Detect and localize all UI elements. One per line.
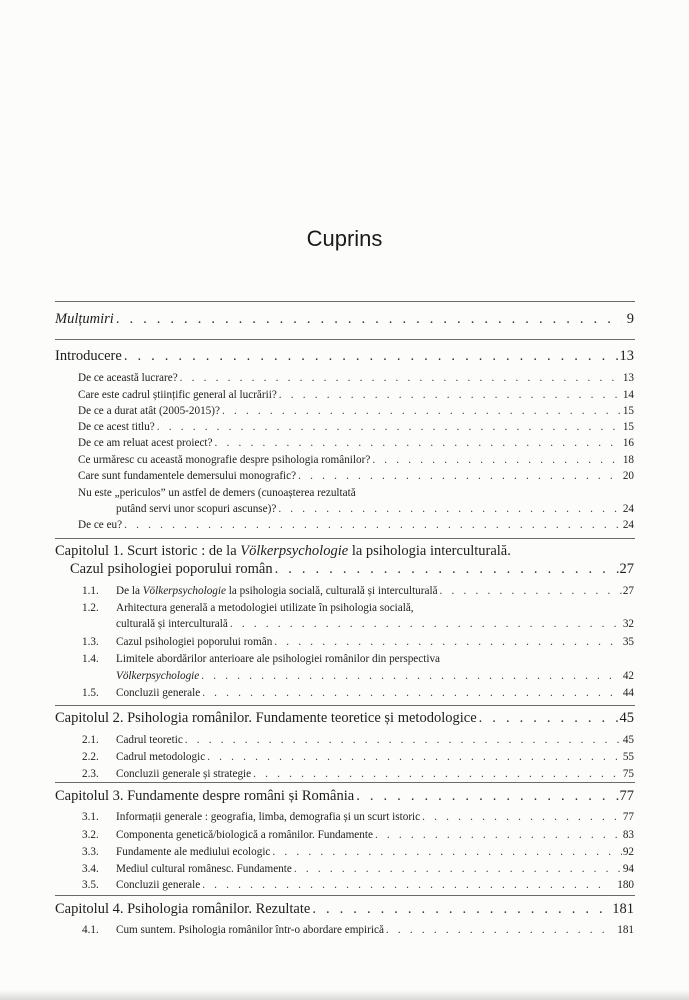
entry-label: De ce acest titlu? <box>78 421 155 433</box>
page-number: 77 <box>619 788 634 804</box>
page-number: 44 <box>622 687 634 699</box>
section-label: Informații generale : geografia, limba, demografia și un scurt istoric <box>116 811 421 823</box>
page-number: 181 <box>612 901 634 917</box>
toc-section-1-4-cont[interactable] <box>0 667 689 685</box>
section-label: Concluzii generale și strategie <box>116 768 252 780</box>
toc-entry-acknowledgements[interactable] <box>0 310 689 328</box>
page-number: 27 <box>622 585 634 597</box>
section-label-end: la psihologia socială, culturală și interculturală <box>225 585 438 597</box>
chapter-label-italic: Völkerpsychologie <box>240 543 349 559</box>
toc-entry-introduction[interactable] <box>0 347 689 365</box>
toc-chapter-1-title-cont[interactable] <box>0 560 689 578</box>
section-number: 2.2. <box>82 751 99 763</box>
page-number: 16 <box>622 437 634 449</box>
section-number: 3.5. <box>82 879 99 891</box>
section-number: 1.1. <box>82 585 99 597</box>
page-number: 92 <box>622 846 634 858</box>
entry-label: Mulțumiri <box>55 311 114 327</box>
section-number: 3.4. <box>82 863 99 875</box>
page-number: 24 <box>622 519 634 531</box>
section-number: 4.1. <box>82 924 99 936</box>
page-number: 13 <box>622 372 634 384</box>
toc-section-3-2[interactable] <box>0 826 689 844</box>
section-divider <box>55 705 635 706</box>
entry-label: Ce urmăresc cu această monografie despre psihologia românilor? <box>78 454 371 466</box>
toc-section-1-1[interactable] <box>0 582 689 600</box>
page-number: 14 <box>622 389 634 401</box>
toc-section-2-2[interactable] <box>0 748 689 766</box>
entry-label: Nu este „periculos” un astfel de demers (cunoașterea rezultată <box>78 487 356 499</box>
section-divider <box>55 339 635 340</box>
section-label: Concluzii generale <box>116 687 201 699</box>
toc-section-3-5[interactable] <box>0 876 689 894</box>
section-label-italic: Völkerpsychologie <box>142 585 226 597</box>
page-number: 77 <box>622 811 634 823</box>
section-divider <box>55 895 635 896</box>
chapter-label: Capitolul 4. Psihologia românilor. Rezultate <box>55 901 311 917</box>
page-number: 75 <box>622 768 634 780</box>
section-label: Cum suntem. Psihologia românilor într-o abordare empirică <box>116 924 384 936</box>
section-label: Fundamente ale mediului ecologic <box>116 846 271 858</box>
entry-label: Introducere <box>55 348 122 364</box>
page-number: 94 <box>622 863 634 875</box>
section-number: 3.1. <box>82 811 99 823</box>
toc-entry[interactable] <box>0 467 689 485</box>
page-number: 20 <box>622 470 634 482</box>
entry-label: De ce am reluat acest proiect? <box>78 437 213 449</box>
chapter-label: Capitolul 2. Psihologia românilor. Fundamente teoretice și metodologice <box>55 710 477 726</box>
page-number: 35 <box>622 636 634 648</box>
page-number: 13 <box>619 348 634 364</box>
toc-chapter-1-title[interactable] <box>0 542 689 560</box>
toc-section-1-3[interactable] <box>0 633 689 651</box>
toc-entry[interactable] <box>0 516 689 534</box>
entry-label: Care sunt fundamentele demersului monografic? <box>78 470 297 482</box>
section-divider <box>55 301 635 302</box>
section-label: De la <box>116 585 143 597</box>
entry-label: Care este cadrul științific general al lucrării? <box>78 389 277 401</box>
section-label: Componenta genetică/biologică a românilor. Fundamente <box>116 829 373 841</box>
section-number: 1.3. <box>82 636 99 648</box>
section-divider <box>55 538 635 539</box>
entry-label: De ce a durat atât (2005-2015)? <box>78 405 220 417</box>
toc-entry[interactable] <box>0 369 689 387</box>
section-label-italic: Völkerpsychologie <box>116 670 200 682</box>
entry-label: De ce eu? <box>78 519 123 531</box>
page-number: 18 <box>622 454 634 466</box>
section-number: 1.4. <box>82 653 99 665</box>
section-label: Limitele abordărilor anterioare ale psihologiei românilor din perspectiva <box>116 653 441 665</box>
page-number: 32 <box>622 618 634 630</box>
toc-chapter-2[interactable] <box>0 709 689 727</box>
page-number: 180 <box>617 879 634 891</box>
page-number: 181 <box>617 924 634 936</box>
chapter-label-continued: Cazul psihologiei poporului român <box>70 561 273 577</box>
section-number: 2.1. <box>82 734 99 746</box>
chapter-label-end: la psihologia interculturală. <box>348 543 511 559</box>
toc-entry[interactable] <box>0 434 689 452</box>
page-bottom-edge <box>0 990 689 1000</box>
toc-section-1-5[interactable] <box>0 684 689 702</box>
page-number: 15 <box>622 421 634 433</box>
toc-chapter-4[interactable] <box>0 900 689 918</box>
entry-label-continued: putând servi unor scopuri ascunse)? <box>116 503 277 515</box>
toc-section-3-3[interactable] <box>0 843 689 861</box>
toc-section-1-2-cont[interactable] <box>0 615 689 633</box>
page-number: 42 <box>622 670 634 682</box>
toc-section-2-3[interactable] <box>0 765 689 783</box>
toc-section-3-1[interactable] <box>0 808 689 826</box>
section-label: Cadrul teoretic <box>116 734 183 746</box>
page-number: 15 <box>622 405 634 417</box>
toc-section-2-1[interactable] <box>0 731 689 749</box>
section-label: Concluzii generale <box>116 879 201 891</box>
section-number: 3.3. <box>82 846 99 858</box>
section-label: Cadrul metodologic <box>116 751 206 763</box>
page-title: Cuprins <box>306 226 383 251</box>
chapter-label: Capitolul 3. Fundamente despre români și România <box>55 788 355 804</box>
section-divider <box>55 782 635 783</box>
section-number: 1.2. <box>82 602 99 614</box>
toc-section-1-4[interactable] <box>0 650 689 668</box>
page-number: 55 <box>622 751 634 763</box>
page-number: 45 <box>619 710 634 726</box>
section-number: 3.2. <box>82 829 99 841</box>
toc-section-4-1[interactable] <box>0 921 689 939</box>
section-label: Cazul psihologiei poporului român <box>116 636 273 648</box>
entry-label: De ce această lucrare? <box>78 372 178 384</box>
page-number: 24 <box>622 503 634 515</box>
section-label: Mediul cultural românesc. Fundamente <box>116 863 292 875</box>
section-number: 1.5. <box>82 687 99 699</box>
chapter-label: Capitolul 1. Scurt istoric : de la <box>55 543 241 559</box>
section-number: 2.3. <box>82 768 99 780</box>
page-number: 45 <box>622 734 634 746</box>
page-number: 27 <box>619 561 634 577</box>
page-number: 83 <box>622 829 634 841</box>
section-label: Arhitectura generală a metodologiei utilizate în psihologia socială, <box>116 602 414 614</box>
section-label-continued: culturală și interculturală <box>116 618 228 630</box>
page-number: 9 <box>626 311 634 327</box>
toc-chapter-3[interactable] <box>0 787 689 805</box>
